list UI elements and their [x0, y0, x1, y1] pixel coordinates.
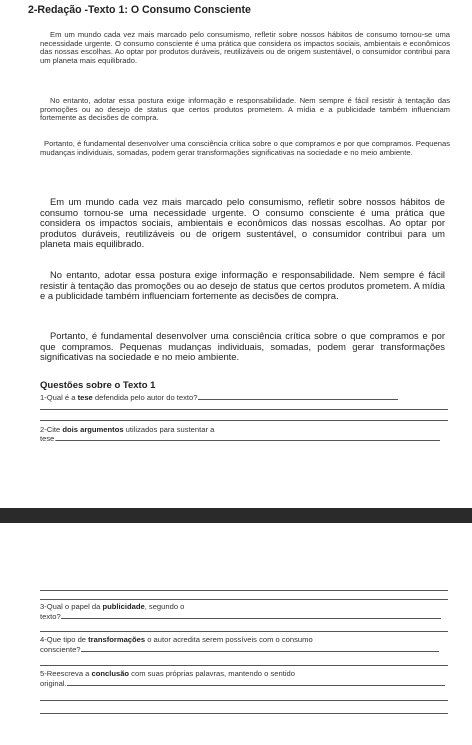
- answer-line-4b[interactable]: [40, 665, 448, 666]
- answer-line-5c[interactable]: [40, 713, 448, 714]
- answer-line-1c[interactable]: [40, 420, 448, 421]
- question-4: [40, 635, 313, 644]
- text-paragraph-large-1: Em um mundo cada vez mais marcado pelo consumismo, refletir sobre nossos hábitos de consumo tornou-se uma necessidade urgente. O consumo consciente é uma prática que considera os impactos sociais, ambientais e econômicos das nossas escolhas. Ao optar por produtos duráveis, reutilizáveis ou de origem sustentável, o consumidor contribui para um planeta mais equilibrado.: [40, 196, 445, 249]
- answer-line-2a[interactable]: [56, 440, 440, 441]
- answer-line-5b[interactable]: [40, 700, 448, 701]
- question-2: [40, 425, 214, 434]
- question-5-prefix: 5-Reescreva a: [40, 669, 92, 678]
- answer-line-5a[interactable]: [67, 685, 445, 686]
- question-1: [40, 393, 398, 402]
- question-3-keyword: publicidade: [102, 602, 145, 611]
- text-paragraph-large-2: No entanto, adotar essa postura exige informação e responsabilidade. Nem sempre é fácil resistir à tentação das promoções ou ao desejo de status que certos produtos prometem. A mídia e a publicidade também influenciam fortemente as decisões de compra.: [40, 269, 445, 301]
- question-5: [40, 669, 295, 678]
- answer-line-3a[interactable]: [61, 618, 441, 619]
- question-4-line2-text: consciente?: [40, 645, 81, 654]
- worksheet-page-bottom: [0, 523, 472, 745]
- answer-line-2b[interactable]: [40, 590, 448, 591]
- question-3-line2: [40, 612, 441, 621]
- answer-line-1b[interactable]: [40, 409, 448, 410]
- answer-line-3b[interactable]: [40, 631, 448, 632]
- question-2-line2-text: tese.: [40, 434, 57, 443]
- question-2-line2: [40, 434, 440, 443]
- text-paragraph-small-2: No entanto, adotar essa postura exige informação e responsabilidade. Nem sempre é fácil resistir à tentação das promoções ou ao desejo de status que certos produtos prometem. A mídia e a publicidade também influenciam fortemente as decisões de compra.: [40, 96, 450, 122]
- page-title: 2-Redação -Texto 1: O Consumo Consciente: [28, 4, 251, 16]
- page-separator: [0, 508, 472, 523]
- questions-heading: Questões sobre o Texto 1: [40, 380, 156, 391]
- question-1-prefix: 1-Qual é a: [40, 393, 78, 402]
- question-5-line2-text: original.: [40, 679, 67, 688]
- question-1-keyword: tese: [77, 393, 93, 402]
- question-1-text: defendida pelo autor do texto?: [92, 393, 198, 402]
- question-3-text: , segundo o: [144, 602, 185, 611]
- question-5-keyword: conclusão: [91, 669, 130, 678]
- answer-line-1a[interactable]: [198, 399, 398, 400]
- answer-line-4a[interactable]: [81, 651, 439, 652]
- question-2-prefix: 2-Cite: [40, 425, 63, 434]
- question-3-line2-text: texto?: [40, 612, 61, 621]
- question-2-text: utilizados para sustentar a: [123, 425, 215, 434]
- question-5-text: com suas próprias palavras, mantendo o sentido: [129, 669, 295, 678]
- question-2-keyword: dois argumentos: [62, 425, 124, 434]
- question-3-prefix: 3-Qual o papel da: [40, 602, 103, 611]
- question-4-keyword: transformações: [88, 635, 146, 644]
- question-4-prefix: 4-Que tipo de: [40, 635, 89, 644]
- question-4-line2: [40, 645, 439, 654]
- question-3: [40, 602, 184, 611]
- question-4-text: o autor acredita serem possíveis com o consumo: [145, 635, 313, 644]
- text-paragraph-small-3: Portanto, é fundamental desenvolver uma consciência crítica sobre o que compramos e por que compramos. Pequenas mudanças individuais, somadas, podem gerar transformações significativas na sociedade e no meio ambiente.: [40, 139, 450, 157]
- text-paragraph-large-3: Portanto, é fundamental desenvolver uma consciência crítica sobre o que compramos e por que compramos. Pequenas mudanças individuais, somadas, podem gerar transformações significativas na sociedade e no meio ambiente.: [40, 330, 445, 362]
- answer-line-2c[interactable]: [40, 599, 448, 600]
- text-paragraph-small-1: Em um mundo cada vez mais marcado pelo consumismo, refletir sobre nossos hábitos de consumo tornou-se uma necessidade urgente. O consumo consciente é uma prática que considera os impactos sociais, ambientais e econômicos das nossas escolhas. Ao optar por produtos duráveis, reutilizáveis ou de origem sustentável, o consumidor contribui para um planeta mais equilibrado.: [40, 30, 450, 65]
- question-5-line2: [40, 679, 445, 688]
